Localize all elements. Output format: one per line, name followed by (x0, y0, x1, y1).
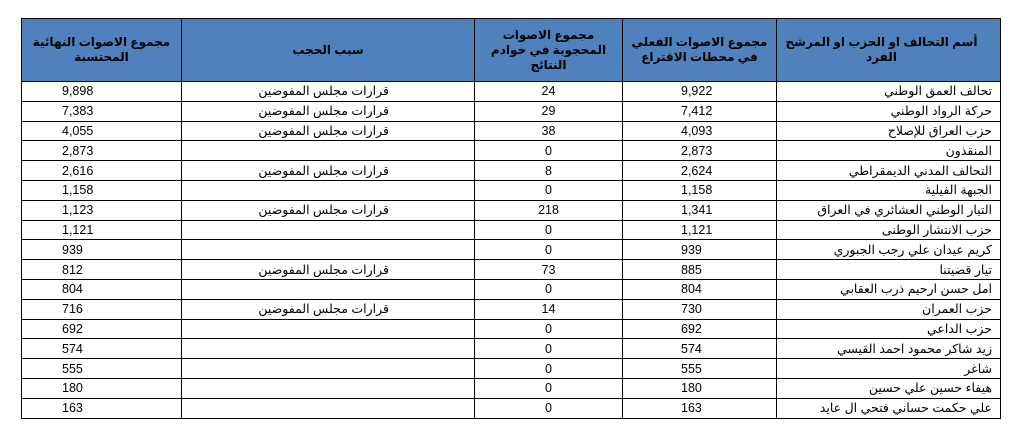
actual-votes-cell: 2,624 (623, 161, 777, 181)
blocked-votes-cell: 218 (475, 200, 623, 220)
actual-votes-cell: 163 (623, 398, 777, 418)
name-cell: زيد شاكر محمود احمد القيسي (777, 339, 1001, 359)
actual-votes-cell: 7,412 (623, 101, 777, 121)
name-cell: الجبهة الفيلية (777, 180, 1001, 200)
actual-votes-cell: 1,158 (623, 180, 777, 200)
final-votes-cell: 574 (22, 339, 182, 359)
name-cell: تيار قضيتنا (777, 260, 1001, 280)
header-row (22, 19, 1001, 82)
name-cell: حزب العمران (777, 299, 1001, 319)
final-votes-cell: 1,123 (22, 200, 182, 220)
table-row (22, 339, 1001, 359)
final-votes-cell: 1,158 (22, 180, 182, 200)
table-row (22, 220, 1001, 240)
blocked-votes-cell: 0 (475, 398, 623, 418)
name-cell: كريم عيدان علي رجب الجبوري (777, 240, 1001, 260)
table-row (22, 260, 1001, 280)
blocked-votes-cell: 8 (475, 161, 623, 181)
actual-votes-cell: 692 (623, 319, 777, 339)
blocked-votes-cell: 0 (475, 359, 623, 379)
name-cell: شاغر (777, 359, 1001, 379)
actual-votes-cell: 574 (623, 339, 777, 359)
name-cell: التحالف المدني الديمقراطي (777, 161, 1001, 181)
results-table (21, 18, 1001, 419)
reason-cell: قرارات مجلس المفوضين (182, 161, 475, 181)
blocked-votes-cell: 0 (475, 319, 623, 339)
blocked-votes-cell: 73 (475, 260, 623, 280)
name-cell: تحالف العمق الوطني (777, 82, 1001, 102)
blocked-votes-cell: 0 (475, 220, 623, 240)
name-cell: حركة الرواد الوطني (777, 101, 1001, 121)
table-row (22, 141, 1001, 161)
reason-cell: قرارات مجلس المفوضين (182, 121, 475, 141)
table-row (22, 359, 1001, 379)
reason-cell: قرارات مجلس المفوضين (182, 101, 475, 121)
blocked-votes-cell: 0 (475, 279, 623, 299)
reason-cell (182, 398, 475, 418)
table-row (22, 200, 1001, 220)
name-cell: حزب الداعي (777, 319, 1001, 339)
table-row (22, 299, 1001, 319)
reason-cell: قرارات مجلس المفوضين (182, 299, 475, 319)
final-votes-cell: 555 (22, 359, 182, 379)
header-reason: سبب الحجب (182, 19, 475, 82)
final-votes-cell: 939 (22, 240, 182, 260)
blocked-votes-cell: 0 (475, 141, 623, 161)
table-row (22, 101, 1001, 121)
blocked-votes-cell: 0 (475, 180, 623, 200)
table-row (22, 180, 1001, 200)
reason-cell (182, 339, 475, 359)
final-votes-cell: 716 (22, 299, 182, 319)
reason-cell (182, 240, 475, 260)
header-name: أسم التحالف او الحزب او المرشح الفرد (777, 19, 1001, 82)
reason-cell (182, 279, 475, 299)
final-votes-cell: 692 (22, 319, 182, 339)
actual-votes-cell: 939 (623, 240, 777, 260)
table-row (22, 121, 1001, 141)
header-blocked-votes: مجموع الاصوات المحجوبة في خوادم النتائج (475, 19, 623, 82)
blocked-votes-cell: 38 (475, 121, 623, 141)
final-votes-cell: 804 (22, 279, 182, 299)
final-votes-cell: 7,383 (22, 101, 182, 121)
final-votes-cell: 2,616 (22, 161, 182, 181)
final-votes-cell: 1,121 (22, 220, 182, 240)
actual-votes-cell: 180 (623, 378, 777, 398)
actual-votes-cell: 1,121 (623, 220, 777, 240)
name-cell: حزب العراق للإصلاح (777, 121, 1001, 141)
reason-cell (182, 378, 475, 398)
actual-votes-cell: 804 (623, 279, 777, 299)
name-cell: المنقذون (777, 141, 1001, 161)
reason-cell: قرارات مجلس المفوضين (182, 200, 475, 220)
reason-cell (182, 359, 475, 379)
reason-cell (182, 220, 475, 240)
blocked-votes-cell: 29 (475, 101, 623, 121)
reason-cell (182, 319, 475, 339)
table-row (22, 240, 1001, 260)
actual-votes-cell: 9,922 (623, 82, 777, 102)
name-cell: هيفاء حسين علي حسين (777, 378, 1001, 398)
name-cell: امل حسن ارحيم ذرب العقابي (777, 279, 1001, 299)
blocked-votes-cell: 0 (475, 240, 623, 260)
final-votes-cell: 163 (22, 398, 182, 418)
reason-cell (182, 141, 475, 161)
header-actual-votes: مجموع الاصوات الفعلي في محطات الاقتراع (623, 19, 777, 82)
table-row (22, 378, 1001, 398)
final-votes-cell: 2,873 (22, 141, 182, 161)
actual-votes-cell: 1,341 (623, 200, 777, 220)
actual-votes-cell: 2,873 (623, 141, 777, 161)
reason-cell (182, 180, 475, 200)
actual-votes-cell: 730 (623, 299, 777, 319)
actual-votes-cell: 4,093 (623, 121, 777, 141)
name-cell: التيار الوطني العشائري في العراق (777, 200, 1001, 220)
table-row (22, 82, 1001, 102)
actual-votes-cell: 885 (623, 260, 777, 280)
final-votes-cell: 4,055 (22, 121, 182, 141)
blocked-votes-cell: 0 (475, 378, 623, 398)
blocked-votes-cell: 14 (475, 299, 623, 319)
name-cell: علي حكمت حساني فتحي ال عايد (777, 398, 1001, 418)
final-votes-cell: 9,898 (22, 82, 182, 102)
table-row (22, 398, 1001, 418)
blocked-votes-cell: 0 (475, 339, 623, 359)
blocked-votes-cell: 24 (475, 82, 623, 102)
reason-cell: قرارات مجلس المفوضين (182, 82, 475, 102)
name-cell: حزب الانتشار الوطنى (777, 220, 1001, 240)
table-row (22, 279, 1001, 299)
reason-cell: قرارات مجلس المفوضين (182, 260, 475, 280)
header-final-votes: مجموع الاصوات النهائية المحتسبة (22, 19, 182, 82)
table-row (22, 319, 1001, 339)
final-votes-cell: 812 (22, 260, 182, 280)
actual-votes-cell: 555 (623, 359, 777, 379)
table-row (22, 161, 1001, 181)
table-body (22, 82, 1001, 419)
final-votes-cell: 180 (22, 378, 182, 398)
